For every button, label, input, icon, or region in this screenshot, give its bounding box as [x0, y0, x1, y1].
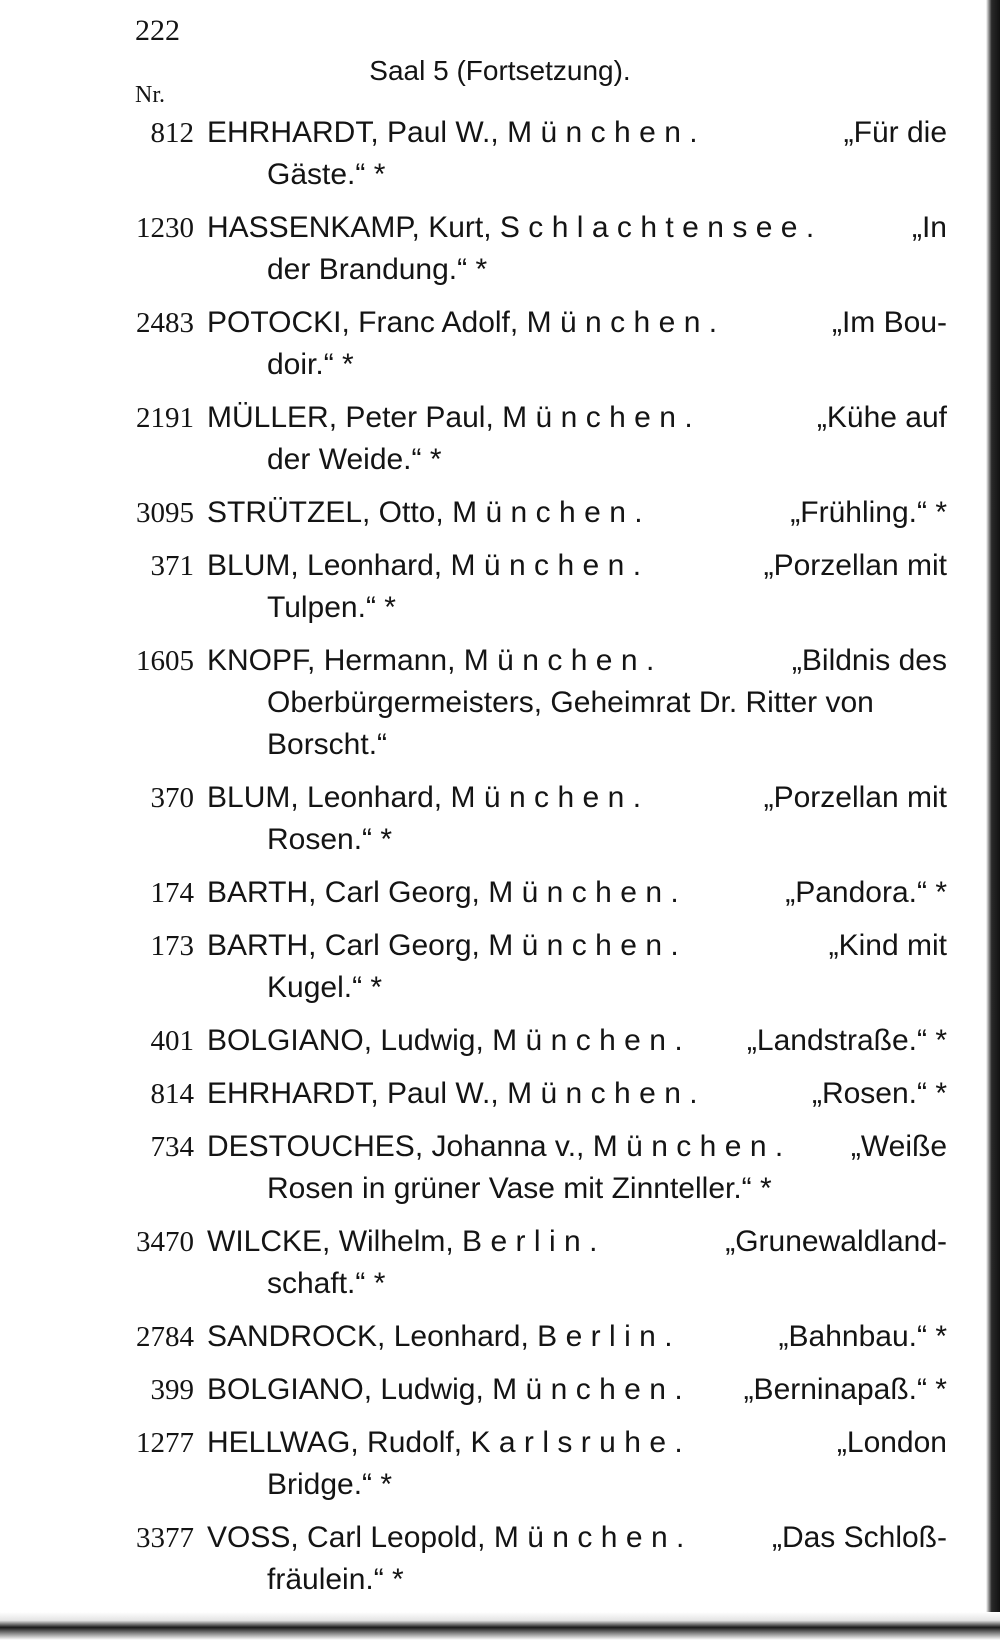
catalog-entry	[0, 302, 1000, 386]
entry-artist: BLUM, Leonhard,	[207, 549, 443, 582]
entry-artist-place	[207, 1020, 691, 1062]
entry-title-start: „Grunewaldland-	[725, 1225, 947, 1258]
entry-number: 3095	[136, 497, 194, 529]
entry-number: 401	[150, 1025, 194, 1057]
entry-place: München.	[488, 929, 688, 962]
entry-main-line	[207, 640, 947, 682]
entry-main-line	[207, 1126, 947, 1168]
entry-title-continuation: der Weide.“ *	[267, 443, 442, 476]
entry-place: München.	[492, 1024, 692, 1057]
entry-artist: BOLGIANO, Ludwig,	[207, 1373, 484, 1406]
entry-artist: POTOCKI, Franc Adolf,	[207, 306, 519, 339]
entry-artist-place	[207, 207, 823, 249]
entry-artist: VOSS, Carl Leopold,	[207, 1521, 486, 1554]
page-edge-shadow	[986, 0, 1000, 1640]
entry-title-start: „Weiße	[850, 1130, 947, 1163]
entry-main-line	[207, 1073, 947, 1115]
catalog-entry	[0, 777, 1000, 861]
entry-title-start: „Kühe auf	[816, 401, 947, 434]
number-column-label: Nr.	[135, 82, 165, 108]
entry-title-continuation: der Brandung.“ *	[267, 253, 488, 286]
catalog-entry	[0, 1422, 1000, 1506]
entry-title-start: „Bildnis des	[791, 644, 947, 677]
entry-main-line	[207, 1517, 947, 1559]
entry-artist-place	[207, 302, 726, 344]
entry-artist-place	[207, 545, 649, 587]
entry-place: München.	[507, 116, 707, 149]
catalog-entry	[0, 492, 1000, 534]
entry-main-line	[207, 492, 947, 534]
entry-title-continuation: Kugel.“ *	[267, 971, 383, 1004]
entry-title-continuation: Borscht.“	[267, 728, 388, 761]
entry-number: 3377	[136, 1522, 194, 1554]
entry-artist: DESTOUCHES, Johanna v.,	[207, 1130, 585, 1163]
entry-main-line	[207, 302, 947, 344]
catalog-entry	[0, 1073, 1000, 1115]
entry-place: München.	[507, 1077, 707, 1110]
entry-number: 734	[150, 1131, 194, 1163]
entry-number: 1277	[136, 1427, 194, 1459]
entry-title-start: „Porzellan mit	[763, 549, 947, 582]
catalog-entry	[0, 397, 1000, 481]
entry-title-continuation: Bridge.“ *	[267, 1468, 393, 1501]
entry-artist: STRÜTZEL, Otto,	[207, 496, 444, 529]
catalog-entry	[0, 112, 1000, 196]
entry-number: 2784	[136, 1321, 194, 1353]
entry-title-start: „Für die	[843, 116, 947, 149]
entry-artist: BARTH, Carl Georg,	[207, 876, 480, 909]
entry-title-start: „Das Schloß-	[771, 1521, 947, 1554]
entry-main-line	[207, 207, 947, 249]
catalog-entry	[0, 1517, 1000, 1601]
entry-main-line	[207, 1020, 947, 1062]
running-head: Saal 5 (Fortsetzung).	[369, 55, 631, 86]
entry-artist-place	[207, 492, 651, 534]
entry-place: München.	[592, 1130, 792, 1163]
entry-title-continuation: doir.“ *	[267, 348, 354, 381]
entry-place: München.	[526, 306, 726, 339]
entry-place: Berlin.	[462, 1225, 606, 1258]
entry-place: München.	[488, 876, 688, 909]
entry-number: 2191	[136, 402, 194, 434]
entry-artist: EHRHARDT, Paul W.,	[207, 1077, 499, 1110]
entry-artist: EHRHARDT, Paul W.,	[207, 116, 499, 149]
entry-number: 174	[150, 877, 194, 909]
entry-place: München.	[450, 781, 650, 814]
entry-title-start: „Frühling.“ *	[790, 496, 947, 529]
entry-title-start: „Pandora.“ *	[785, 876, 947, 909]
entry-number: 371	[150, 550, 194, 582]
entry-title-continuation: Rosen.“ *	[267, 823, 393, 856]
entry-artist-place	[207, 1422, 691, 1464]
entry-title-start: „Bahnbau.“ *	[778, 1320, 947, 1353]
entry-artist-place	[207, 1316, 681, 1358]
entry-artist-place	[207, 1517, 693, 1559]
entry-number: 814	[150, 1078, 194, 1110]
entry-place: München.	[502, 401, 702, 434]
entry-artist-place	[207, 872, 687, 914]
entry-title-start: „In	[911, 211, 947, 244]
entry-title-start: „Berninapaß.“ *	[743, 1373, 947, 1406]
catalog-entry	[0, 1020, 1000, 1062]
entry-artist: MÜLLER, Peter Paul,	[207, 401, 494, 434]
entry-number: 399	[150, 1374, 194, 1406]
entry-artist-place	[207, 640, 663, 682]
entry-main-line	[207, 1369, 947, 1411]
entry-title-start: „Im Bou-	[831, 306, 947, 339]
entry-artist: BLUM, Leonhard,	[207, 781, 443, 814]
catalog-entry	[0, 640, 1000, 766]
entry-title-start: „London	[836, 1426, 947, 1459]
page-number: 222	[135, 14, 180, 47]
entry-artist: BARTH, Carl Georg,	[207, 929, 480, 962]
entry-artist-place	[207, 777, 649, 819]
entry-title-continuation: schaft.“ *	[267, 1267, 386, 1300]
entry-place: München.	[492, 1373, 692, 1406]
entry-artist-place	[207, 1221, 606, 1263]
entry-title-continuation: Rosen in grüner Vase mit Zinnteller.“ *	[267, 1172, 772, 1205]
entry-place: Berlin.	[537, 1320, 681, 1353]
entry-title-continuation: fräulein.“ *	[267, 1563, 404, 1596]
entry-artist-place	[207, 397, 701, 439]
entry-title-start: „Kind mit	[828, 929, 947, 962]
entry-artist: SANDROCK, Leonhard,	[207, 1320, 529, 1353]
entry-main-line	[207, 397, 947, 439]
catalog-entry	[0, 1369, 1000, 1411]
entry-artist: HASSENKAMP, Kurt,	[207, 211, 492, 244]
entry-place: Karlsruhe.	[470, 1426, 692, 1459]
entry-title-start: „Porzellan mit	[763, 781, 947, 814]
entry-number: 3470	[136, 1226, 194, 1258]
catalog-entry	[0, 1221, 1000, 1305]
entry-place: Schlachtensee.	[499, 211, 823, 244]
entry-artist-place	[207, 112, 706, 154]
catalog-entry	[0, 207, 1000, 291]
entry-list	[0, 112, 1000, 1612]
catalog-entry	[0, 925, 1000, 1009]
entry-main-line	[207, 777, 947, 819]
entry-number: 1230	[136, 212, 194, 244]
page-bottom-edge	[0, 1612, 1000, 1640]
entry-artist: KNOPF, Hermann,	[207, 644, 456, 677]
entry-title-continuation: Gäste.“ *	[267, 158, 386, 191]
entry-artist-place	[207, 1073, 706, 1115]
catalog-entry	[0, 545, 1000, 629]
entry-main-line	[207, 925, 947, 967]
entry-main-line	[207, 1221, 947, 1263]
entry-place: München.	[493, 1521, 693, 1554]
catalog-entry	[0, 1126, 1000, 1210]
entry-number: 1605	[136, 645, 194, 677]
entry-title-continuation: Tulpen.“ *	[267, 591, 396, 624]
entry-place: München.	[450, 549, 650, 582]
entry-place: München.	[452, 496, 652, 529]
entry-artist: HELLWAG, Rudolf,	[207, 1426, 463, 1459]
entry-main-line	[207, 1316, 947, 1358]
catalog-entry	[0, 872, 1000, 914]
entry-main-line	[207, 112, 947, 154]
entry-artist-place	[207, 1126, 792, 1168]
entry-main-line	[207, 1422, 947, 1464]
entry-title-start: „Landstraße.“ *	[746, 1024, 947, 1057]
entry-number: 2483	[136, 307, 194, 339]
entry-artist: BOLGIANO, Ludwig,	[207, 1024, 484, 1057]
entry-number: 370	[150, 782, 194, 814]
entry-place: München.	[463, 644, 663, 677]
entry-artist-place	[207, 1369, 691, 1411]
entry-artist-place	[207, 925, 687, 967]
entry-title-continuation: Oberbürgermeisters, Geheimrat Dr. Ritter von	[267, 686, 874, 719]
entry-main-line	[207, 545, 947, 587]
entry-title-start: „Rosen.“ *	[811, 1077, 947, 1110]
entry-number: 173	[150, 930, 194, 962]
entry-main-line	[207, 872, 947, 914]
entry-artist: WILCKE, Wilhelm,	[207, 1225, 454, 1258]
entry-number: 812	[150, 117, 194, 149]
catalog-entry	[0, 1316, 1000, 1358]
